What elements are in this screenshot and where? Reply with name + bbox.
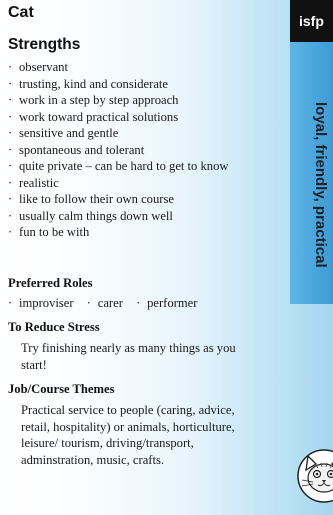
strength-text: sensitive and gentle (19, 126, 119, 140)
bullet-icon: · (8, 296, 13, 310)
cat-logo (292, 444, 333, 506)
list-item (8, 109, 228, 126)
bullet-icon: · (8, 126, 13, 140)
list-item (8, 191, 228, 208)
list-item (8, 175, 228, 192)
bullet-icon: · (8, 142, 13, 157)
traits-band (290, 42, 333, 304)
bullet-icon: · (8, 76, 13, 91)
bullet-icon: · (8, 60, 13, 74)
bullet-icon: · (8, 175, 13, 190)
side-bar (290, 0, 333, 515)
strength-text: quite private – can be hard to get to know (19, 159, 229, 173)
bullet-icon: · (8, 93, 13, 107)
strength-text: observant (19, 60, 68, 74)
stress-line: start! (21, 357, 47, 372)
role-item (87, 296, 123, 311)
roles-list (8, 296, 207, 311)
card-title: Cat (8, 4, 34, 21)
list-item (8, 224, 228, 241)
strength-text: realistic (19, 175, 59, 190)
role-text: carer (97, 296, 123, 310)
strength-text: like to follow their own course (19, 192, 174, 206)
themes-line: retail, hospitality) or animals, horticulture, (21, 419, 235, 434)
bullet-icon: · (8, 208, 13, 223)
type-code-tab (290, 0, 333, 42)
bullet-icon: · (8, 159, 13, 173)
strengths-heading: Strengths (8, 36, 81, 53)
list-item (8, 92, 228, 109)
stress-text (21, 340, 236, 373)
strength-text: fun to be with (19, 225, 90, 239)
list-item (8, 158, 228, 175)
role-text: improviser (19, 296, 74, 310)
strength-text: spontaneous and tolerant (19, 142, 145, 157)
strengths-list (8, 59, 228, 241)
bullet-icon: · (86, 296, 91, 310)
stress-heading: To Reduce Stress (8, 320, 100, 334)
list-item (8, 142, 228, 159)
type-code: isfp (299, 13, 324, 29)
bullet-icon: · (8, 192, 13, 206)
themes-line: adminstration, music, crafts. (21, 452, 165, 467)
cat-face-icon (292, 444, 333, 506)
themes-line: leisure/ tourism, driving/transport, (21, 436, 194, 450)
role-text: performer (147, 296, 198, 310)
themes-heading: Job/Course Themes (8, 382, 115, 396)
strength-text: work toward practical solutions (19, 109, 179, 124)
list-item (8, 59, 228, 76)
role-item (8, 296, 74, 311)
strength-text: work in a step by step approach (19, 93, 179, 107)
role-item (136, 296, 197, 311)
strength-text: trusting, kind and considerate (19, 76, 168, 91)
bullet-icon: · (136, 296, 141, 310)
stress-line: Try finishing nearly as many things as you (21, 341, 236, 355)
bullet-icon: · (8, 109, 13, 124)
traits-text: loyal, friendly, practical (312, 102, 329, 268)
strength-text: usually calm things down well (19, 208, 173, 223)
themes-text (21, 402, 235, 468)
roles-heading: Preferred Roles (8, 276, 93, 290)
list-item (8, 125, 228, 142)
themes-line: Practical service to people (caring, advice, (21, 403, 235, 417)
list-item (8, 76, 228, 93)
list-item (8, 208, 228, 225)
bullet-icon: · (8, 225, 13, 239)
